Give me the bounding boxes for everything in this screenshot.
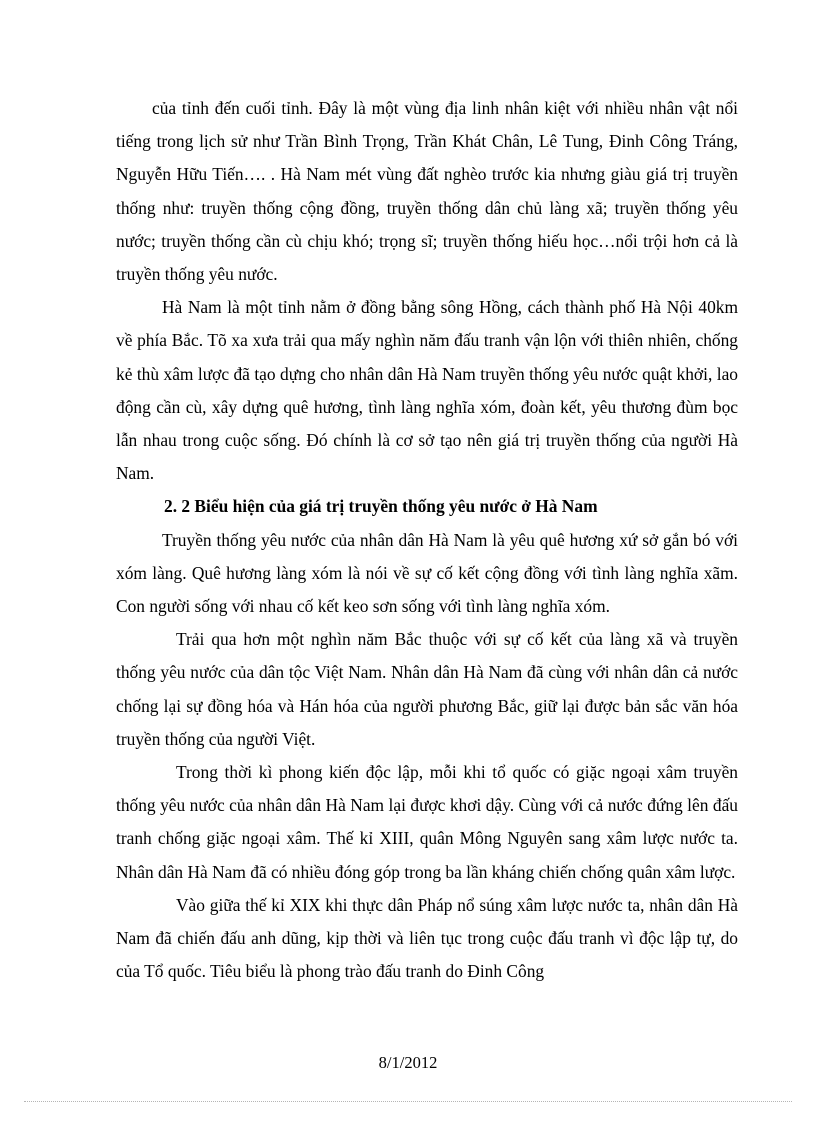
section-paragraph-1: Truyền thống yêu nước của nhân dân Hà Nam là yêu quê hương xứ sở gắn bó với xóm làng. Quê hương làng xóm là nói về sự cố kết cộng đồng với tình làng nghĩa xãm. Con người sống với nhau cố kết keo sơn sống với tình làng nghĩa xóm.	[116, 529, 738, 617]
section-paragraph-4: Vào giữa thế kỉ XIX khi thực dân Pháp nổ súng xâm lược nước ta, nhân dân Hà Nam đã chiến đấu anh dũng, kịp thời và liên tục trong cuộc đấu tranh vì độc lập tự, do của Tổ quốc. Tiêu biểu là phong trào đấu tranh do Đinh Công	[116, 894, 738, 982]
section-paragraph-2: Trải qua hơn một nghìn năm Bắc thuộc với sự cố kết của làng xã và truyền thống yêu nước của dân tộc Việt Nam. Nhân dân Hà Nam đã cùng với nhân dân cả nước chống lại sự đồng hóa và Hán hóa của người phương Bắc, giữ lại được bản sắc văn hóa truyền thống của người Việt.	[116, 629, 738, 749]
page-bottom-divider	[24, 1101, 792, 1102]
footer-date: 8/1/2012	[378, 1053, 438, 1072]
section-paragraph-3: Trong thời kì phong kiến độc lập, mỗi khi tổ quốc có giặc ngoại xâm truyền thống yêu nước của nhân dân Hà Nam lại được khơi dậy. Cùng với cả nước đứng lên đấu tranh chống giặc ngoại xâm. Thế kỉ XIII, quân Mông Nguyên sang xâm lược nước ta. Nhân dân Hà Nam đã có nhiều đóng góp trong ba lần kháng chiến chống quân xâm lược.	[116, 762, 738, 882]
paragraph-1: của tỉnh đến cuối tỉnh. Đây là một vùng địa linh nhân kiệt với nhiều nhân vật nổi tiếng trong lịch sử như Trần Bình Trọng, Trần Khát Chân, Lê Tung, Đinh Công Tráng, Nguyễn Hữu Tiến…. . Hà Nam mét vùng đất nghèo trước kia nhưng giàu giá trị truyền thống như: truyền thống cộng đồng, truyền thống dân chủ làng xã; truyền thống yêu nước; truyền thống cần cù chịu khó; trọng sĩ; truyền thống hiếu học…nổi trội hơn cả là truyền thống yêu nước.	[116, 98, 738, 285]
section-heading: 2. 2 Biểu hiện của giá trị truyền thống yêu nước ở Hà Nam	[164, 496, 598, 517]
paragraph-2: Hà Nam là một tỉnh nằm ở đồng bằng sông Hồng, cách thành phố Hà Nội 40km về phía Bắc. Tõ xa xưa trải qua mấy nghìn năm đấu tranh vận lộn với thiên nhiên, chống kẻ thù xâm lược đã tạo dựng cho nhân dân Hà Nam truyền thống yêu nước quật khởi, lao động cần cù, xây dựng quê hương, tình làng nghĩa xóm, đoàn kết, yêu thương đùm bọc lẫn nhau trong cuộc sống. Đó chính là cơ sở tạo nên giá trị truyền thống của người Hà Nam.	[116, 297, 738, 484]
document-body	[116, 92, 738, 988]
